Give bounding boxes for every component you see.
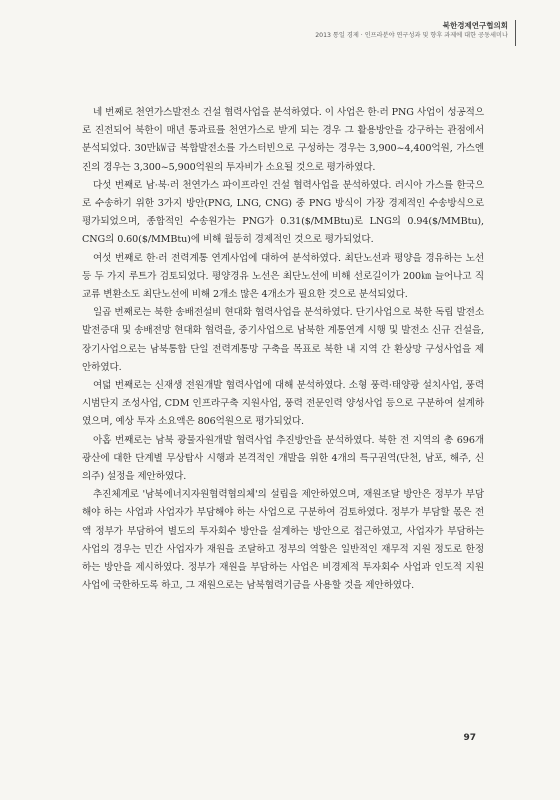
paragraph: 여덟 번째로는 신재생 전원개발 협력사업에 대해 분석하였다. 소형 풍력·태양광 설치사업, 풍력시범단지 조성사업, CDM 인프라구축 지원사업, 풍력 전문인력 양성사업 등으로 구분하여 설계하였으며, 예상 투자 소요액은 806억원으로 평가되었다. — [82, 380, 484, 428]
paragraph: 일곱 번째로는 북한 송배전설비 현대화 협력사업을 분석하였다. 단기사업으로 북한 독립 발전소 발전증대 및 송배전망 현대화 협력을, 중기사업으로 남북한 계통연계 시행 및 발전소 신규 건설을, 장기사업으로는 남북통합 단일 전력계통망 구축을 목표로 북한 내 지역 간 환상망 구성사업을 제안하였다. — [82, 307, 484, 373]
paragraph: 아홉 번째로는 남북 광물자원개발 협력사업 추진방안을 분석하였다. 북한 전 지역의 총 696개 광산에 대한 단계별 무상탐사 시행과 본격적인 개발을 위한 4개의 특구권역(단천, 남포, 해주, 신의주) 설정을 제안하였다. — [82, 434, 484, 483]
paragraph: 네 번째로 천연가스발전소 건설 협력사업을 분석하였다. 이 사업은 한·러 PNG 사업이 성공적으로 진전되어 북한이 매년 통과료를 천연가스로 받게 되는 경우 그 활용방안을 강구하는 관점에서 분석되었다. 30만㎾급 복합발전소를 가스터빈으로 구성하는 경우는 3,900~4,400억원, 가스엔진의 경우는 3,300~5,900억원의 투자비가 소요될 것으로 평가하였다. — [82, 107, 484, 173]
paragraph: 여섯 번째로 한·러 전력계통 연계사업에 대하여 분석하였다. 최단노선과 평양을 경유하는 노선 등 두 가지 루트가 검토되었다. 평양경유 노선은 최단노선에 비해 선로길이가 200㎞ 늘어나고 직교류 변환소도 최단노선에 비해 2개소 많은 4개소가 필요한 것으로 분석되었다. — [82, 252, 484, 301]
page-number: 97 — [463, 733, 476, 743]
header-subtitle: 2013 통일 경제 · 인프라분야 연구성과 및 향후 과제에 대한 공동세미나 — [315, 32, 508, 39]
header-divider — [515, 20, 517, 46]
running-header — [178, 20, 508, 41]
paragraph: 다섯 번째로 남·북·러 천연가스 파이프라인 건설 협력사업을 분석하였다. 러시아 가스를 한국으로 수송하기 위한 3가지 방안(PNG, LNG, CNG) 중 PNG 방식이 가장 경제적인 수송방식으로 평가되었으며, 종합적인 수송원가는 PNG가 0.31($/MMBtu)로 LNG의 0.94($/MMBtu), CNG의 0.60($/MMBtu)에 비해 월등히 경제적인 것으로 평가되었다. — [82, 179, 484, 246]
header-organization: 북한경제연구협의회 — [442, 21, 508, 30]
paragraph: 추진체계로 '남북에너지자원협력협의체'의 설립을 제안하였으며, 재원조달 방안은 정부가 부담해야 하는 사업과 사업자가 부담해야 하는 사업으로 구분하여 검토하였다. 정부가 부담할 몫은 전액 정부가 부담하여 별도의 투자회수 방안을 설계하는 방안으로 접근하였고, 사업자가 부담하는 사업의 경우는 민간 사업자가 재원을 조달하고 정부의 역할은 일반적인 재무적 지원 정도로 한정하는 방안을 제시하였다. 정부가 재원을 부담하는 사업은 비경제적 투자회수 사업과 인도적 지원사업에 국한하도록 하고, 그 재원으로는 남북협력기금을 사용할 것을 제안하였다. — [82, 489, 484, 592]
body-text — [82, 104, 484, 595]
